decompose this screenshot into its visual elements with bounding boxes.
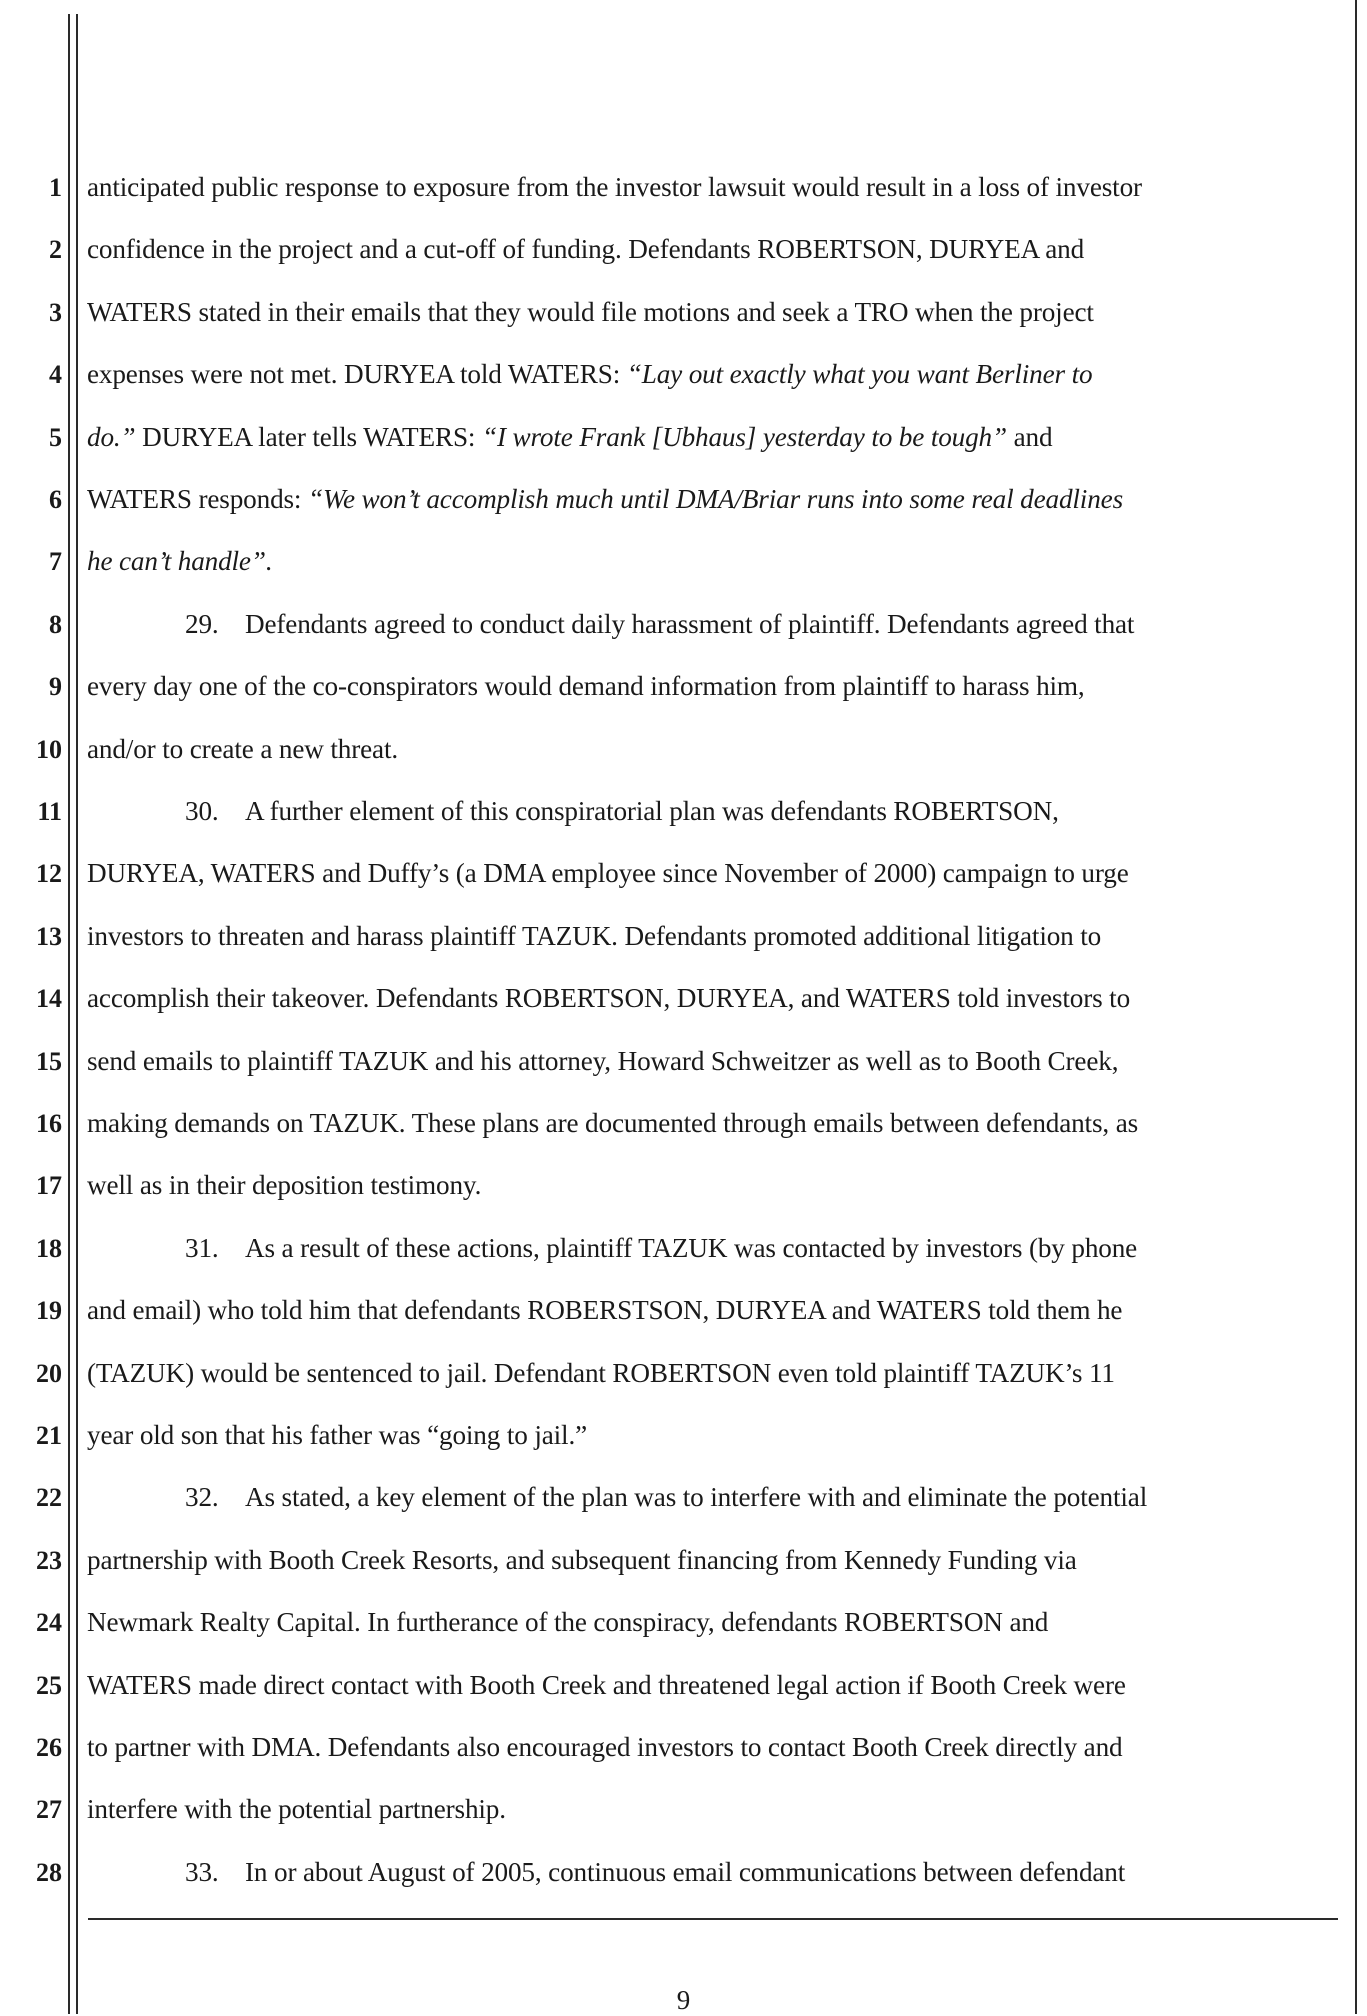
text-line xyxy=(87,1169,481,1201)
text-segment: accomplish their takeover. Defendants ROBERTSON, DURYEA, and WATERS told investors to xyxy=(87,983,1131,1014)
text-line xyxy=(87,795,1059,827)
text-line xyxy=(87,1544,1077,1576)
text-segment: Newmark Realty Capital. In furtherance of the conspiracy, defendants ROBERTSON and xyxy=(87,1607,1049,1638)
left-margin-rule-inner xyxy=(76,14,78,2014)
text-line xyxy=(87,920,1101,952)
text-line xyxy=(87,1357,1115,1389)
text-segment: investors to threaten and harass plaintiff TAZUK. Defendants promoted additional litigation to xyxy=(87,920,1102,951)
line-number: 28 xyxy=(36,1857,62,1887)
line-number: 1 xyxy=(49,173,62,202)
line-number: 18 xyxy=(36,1233,62,1263)
text-line xyxy=(87,296,1094,328)
text-segment: making demands on TAZUK. These plans are documented through emails between defendants, as xyxy=(87,1108,1139,1138)
text-line xyxy=(87,733,398,765)
text-line xyxy=(87,670,1085,702)
quoted-text: “I wrote Frank [Ubhaus] yesterday to be tough” xyxy=(481,421,1007,452)
text-segment: DURYEA later tells WATERS: xyxy=(135,421,482,452)
text-line xyxy=(87,1481,1147,1513)
text-line xyxy=(87,1294,1122,1326)
text-line xyxy=(87,358,1092,390)
text-segment: As stated, a key element of the plan was to interfere with and eliminate the potential xyxy=(245,1482,1148,1513)
text-segment: Defendants agreed to conduct daily harassment of plaintiff. Defendants agreed that xyxy=(245,608,1135,639)
paragraph-number: 33. xyxy=(185,1856,219,1887)
text-line xyxy=(87,857,1129,889)
text-line xyxy=(87,171,1142,203)
line-number: 21 xyxy=(36,1421,62,1450)
line-number: 23 xyxy=(36,1545,62,1575)
text-segment: As a result of these actions, plaintiff TAZUK was contacted by investors (by phone xyxy=(245,1232,1138,1263)
quoted-text: “We won’t accomplish much until DMA/Briar runs into some real deadlines xyxy=(308,484,1123,514)
line-number: 11 xyxy=(37,797,62,826)
text-segment: WATERS made direct contact with Booth Creek and threatened legal action if Booth Creek were xyxy=(87,1669,1126,1700)
text-line xyxy=(87,483,1123,515)
line-number: 25 xyxy=(36,1670,62,1700)
text-line xyxy=(87,1856,1125,1888)
paragraph-number: 29. xyxy=(185,608,219,639)
text-line xyxy=(87,1419,587,1451)
left-margin-rule-outer xyxy=(68,14,70,2014)
line-number: 20 xyxy=(36,1358,62,1388)
text-segment: confidence in the project and a cut-off of funding. Defendants ROBERTSON, DURYEA and xyxy=(87,234,1085,265)
line-number: 24 xyxy=(36,1608,62,1638)
quoted-text: do.” xyxy=(87,421,136,452)
text-segment: WATERS responds: xyxy=(87,484,308,514)
text-line xyxy=(87,608,1134,640)
footer-rule xyxy=(88,1918,1338,1920)
line-number: 10 xyxy=(36,734,62,764)
text-segment: WATERS stated in their emails that they would file motions and seek a TRO when the project xyxy=(87,296,1094,327)
text-line xyxy=(87,1045,1118,1077)
text-segment: DURYEA, WATERS and Duffy’s (a DMA employee since November of 2000) campaign to urge xyxy=(87,858,1129,889)
line-number: 14 xyxy=(36,984,62,1014)
paragraph-number: 30. xyxy=(185,796,219,826)
text-segment: partnership with Booth Creek Resorts, and subsequent financing from Kennedy Funding via xyxy=(87,1544,1077,1575)
line-number: 8 xyxy=(49,609,62,639)
line-number: 16 xyxy=(36,1109,62,1138)
text-line xyxy=(87,233,1084,265)
line-number: 13 xyxy=(36,921,62,951)
text-segment: anticipated public response to exposure from the investor lawsuit would result in a loss of investor xyxy=(87,172,1142,202)
paragraph-number: 31. xyxy=(185,1232,219,1263)
text-line xyxy=(87,1669,1126,1701)
line-number: 15 xyxy=(36,1046,62,1076)
text-segment: to partner with DMA. Defendants also encouraged investors to contact Booth Creek directly and xyxy=(87,1732,1123,1762)
line-number: 12 xyxy=(36,859,62,889)
line-number: 6 xyxy=(49,485,62,514)
text-line xyxy=(87,1107,1138,1139)
text-segment: and/or to create a new threat. xyxy=(87,733,399,764)
line-number: 9 xyxy=(49,672,62,702)
text-line xyxy=(87,1232,1137,1264)
text-line xyxy=(87,1731,1123,1763)
line-number: 2 xyxy=(49,235,62,265)
text-line xyxy=(87,421,1052,453)
text-segment: and xyxy=(1006,421,1053,452)
text-segment: send emails to plaintiff TAZUK and his attorney, Howard Schweitzer as well as to Booth Creek, xyxy=(87,1045,1119,1076)
text-segment: expenses were not met. DURYEA told WATERS: xyxy=(87,359,627,390)
text-segment: A further element of this conspiratorial plan was defendants ROBERTSON, xyxy=(245,796,1059,826)
quoted-text: he can’t handle”. xyxy=(87,546,273,577)
text-line xyxy=(87,982,1130,1014)
line-number: 22 xyxy=(36,1483,62,1513)
text-segment: and email) who told him that defendants ROBERSTSON, DURYEA and WATERS told them he xyxy=(87,1295,1123,1326)
line-number: 19 xyxy=(36,1296,62,1326)
text-line xyxy=(87,545,272,577)
line-number: 5 xyxy=(49,422,62,452)
text-segment: interfere with the potential partnership. xyxy=(87,1794,506,1825)
line-number: 7 xyxy=(49,547,62,577)
line-number: 4 xyxy=(49,360,62,390)
line-number: 27 xyxy=(36,1795,62,1825)
paragraph-number: 32. xyxy=(185,1482,219,1513)
text-line xyxy=(87,1793,506,1825)
text-segment: well as in their deposition testimony. xyxy=(87,1170,482,1201)
line-number: 26 xyxy=(36,1733,62,1762)
right-margin-rule xyxy=(1355,0,1357,2014)
line-number: 3 xyxy=(49,297,62,327)
text-segment: In or about August of 2005, continuous email communications between defendant xyxy=(245,1856,1126,1887)
line-number: 17 xyxy=(36,1171,62,1201)
quoted-text: “Lay out exactly what you want Berliner to xyxy=(626,359,1093,390)
text-segment: year old son that his father was “going to jail.” xyxy=(87,1420,588,1450)
text-segment: (TAZUK) would be sentenced to jail. Defendant ROBERTSON even told plaintiff TAZUK’s 11 xyxy=(87,1357,1115,1388)
page-number: 9 xyxy=(676,1985,691,2015)
text-segment: every day one of the co-conspirators would demand information from plaintiff to harass him, xyxy=(87,671,1085,702)
text-line xyxy=(87,1606,1048,1638)
